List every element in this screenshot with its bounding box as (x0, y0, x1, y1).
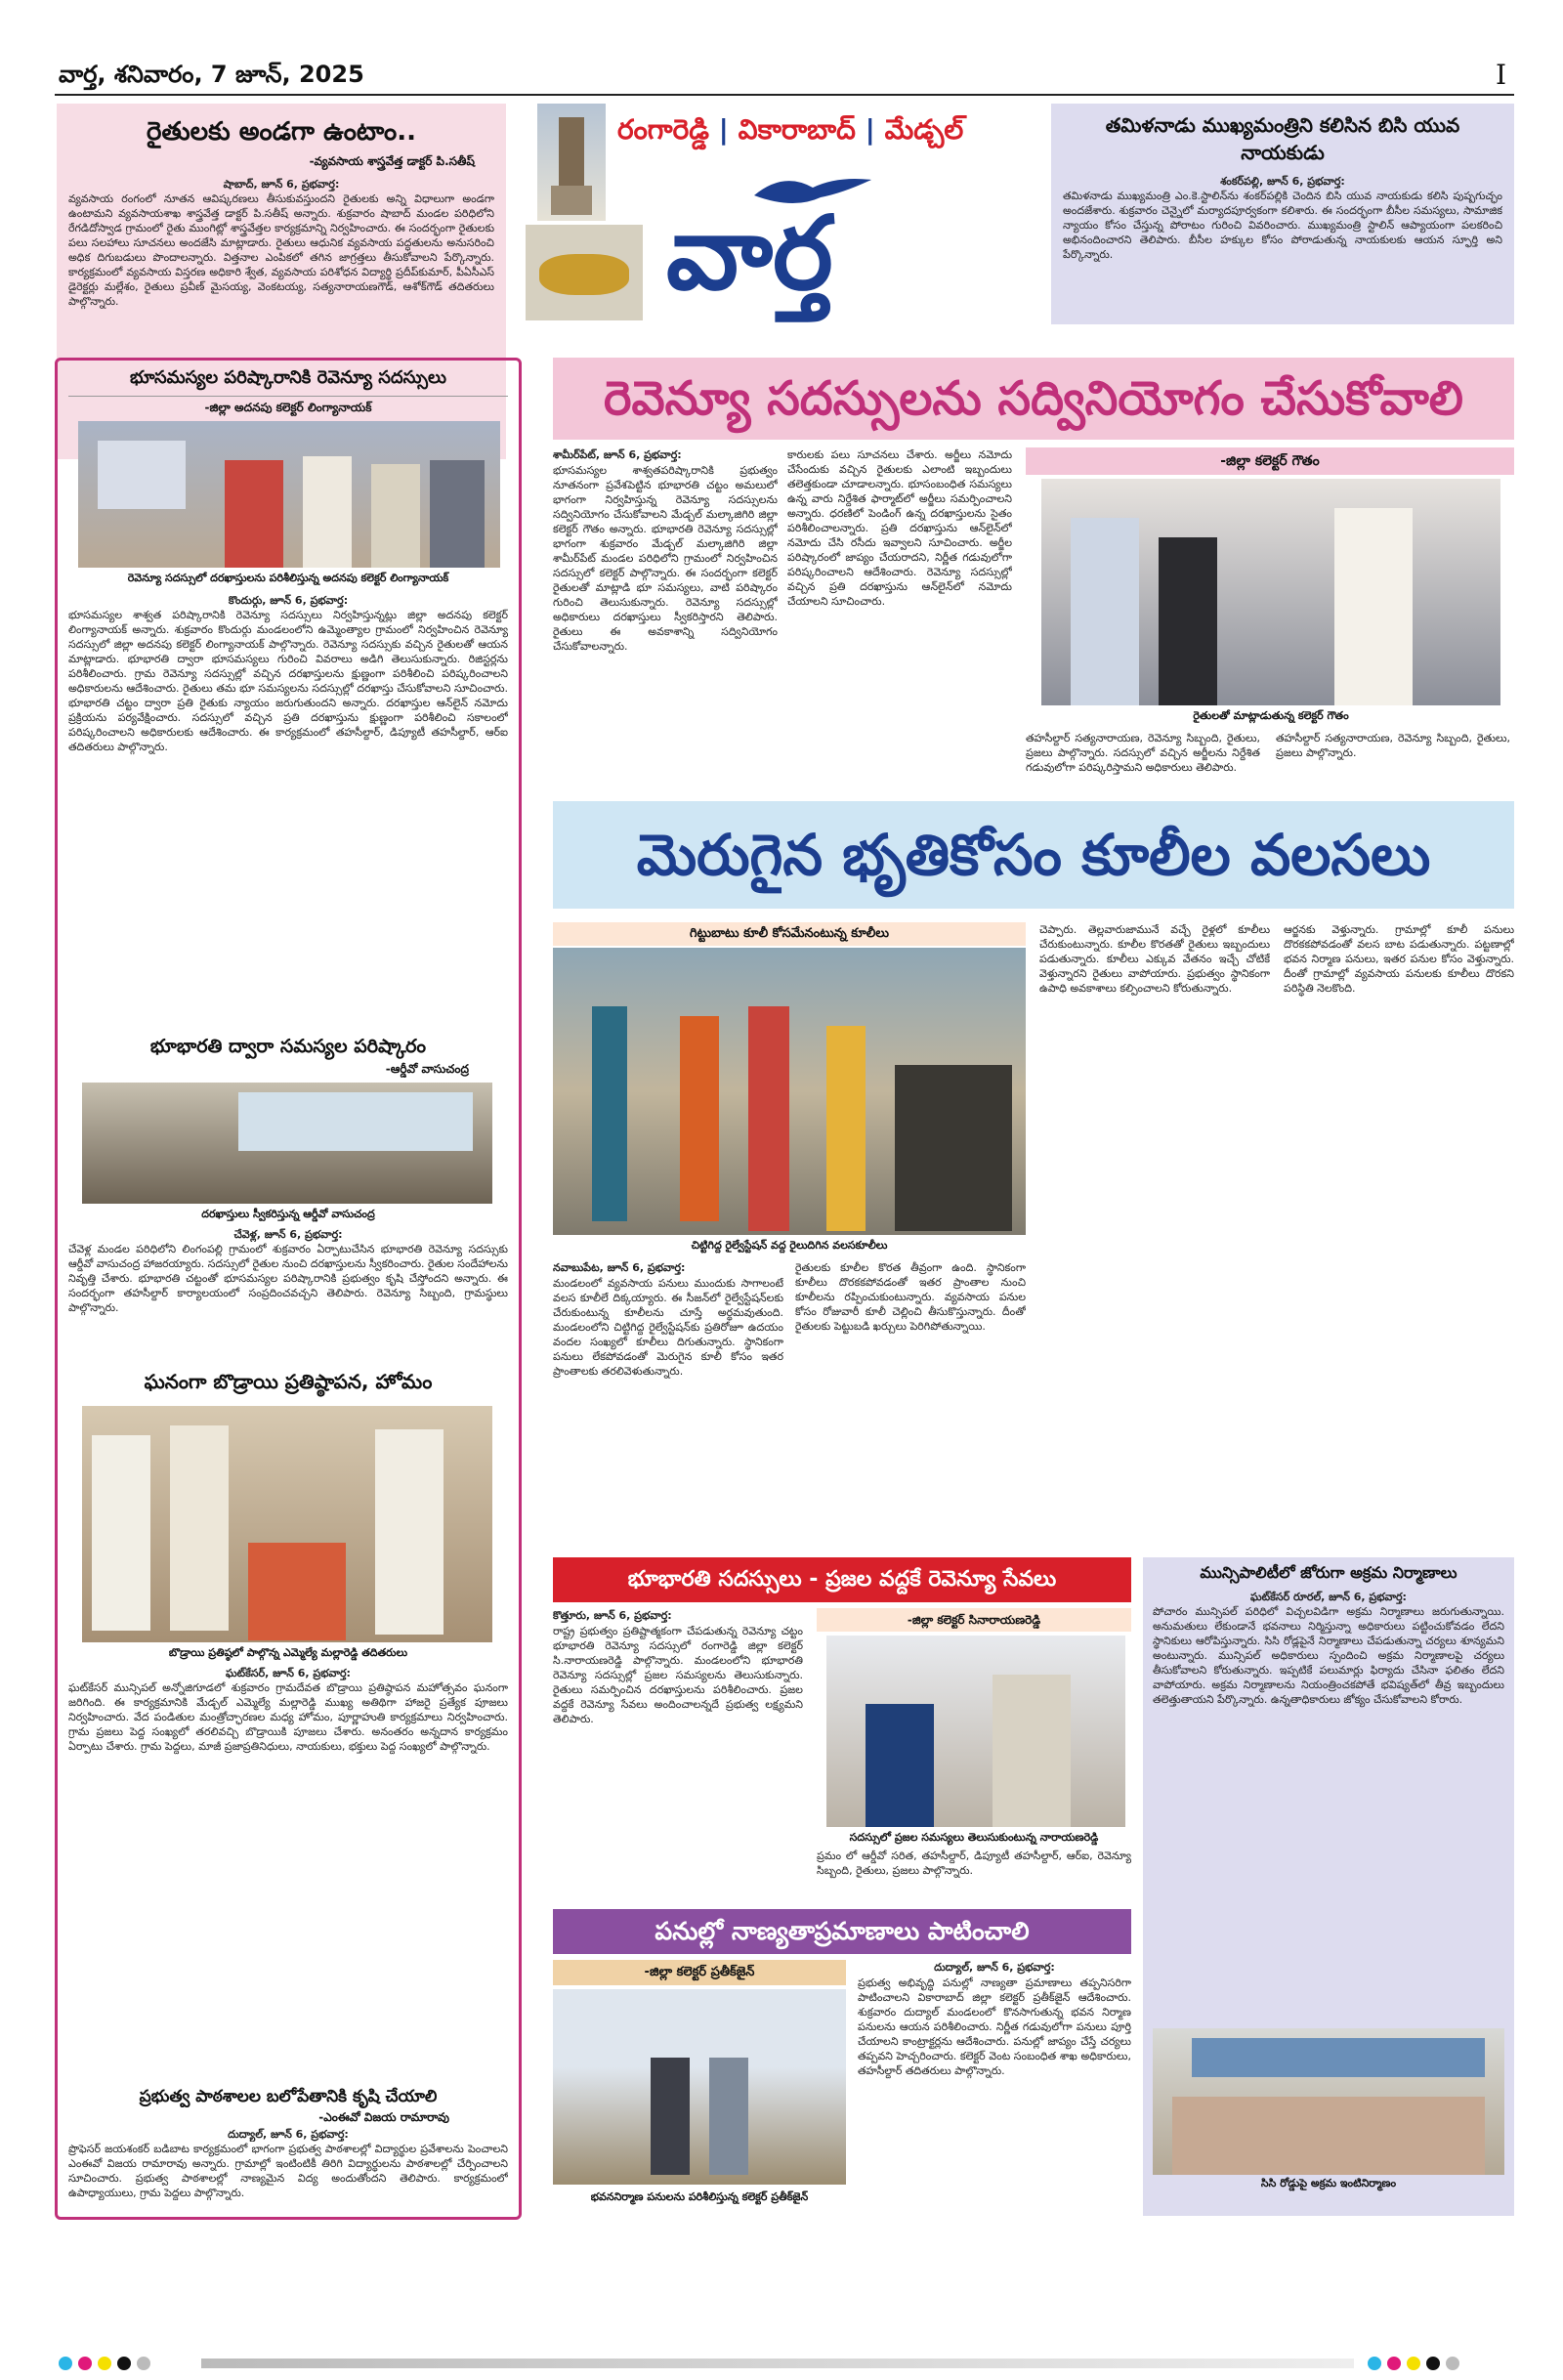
registration-yellow-right (1407, 2357, 1420, 2370)
article-title: తమిళనాడు ముఖ్యమంత్రిని కలిసిన బిసి యువ నాయకుడు (1105, 113, 1460, 164)
photo-label: గిట్టుబాటు కూలీ కోసమేనంటున్న కూలీలు (689, 926, 890, 941)
collector-byline-bar (553, 1960, 846, 1985)
column-1: రాష్ట్ర ప్రభుత్వం ప్రతిష్టాత్మకంగా చేపడుతున్న రెవెన్యూ చట్టం భూభారతి రెవెన్యూ సదస్సులో రంగారెడ్డి జిల్లా కలెక్టర్ సి.నారాయణరెడ్డి పాల్గొన్నారు. మండలంలోని భూభారతి రెవెన్యూ సదస్సుల్లో ప్రజల సమస్యలను తెలుసుకున్నారు. రైతులు సమర్పించిన దరఖాస్తులను పరిశీలించారు. ప్రజల వద్దకే రెవెన్యూ సేవలు అందించాలన్నదే ప్రభుత్వ లక్ష్యమని తెలిపారు. (553, 1625, 803, 1725)
article-body: వ్యవసాయ రంగంలో నూతన ఆవిష్కరణలు తీసుకువస్తుందని రైతులకు అన్ని విధాలుగా అండగా ఉంటామని వ్యవసాయశాఖ శాస్త్రవేత్త డాక్టర్ పి.సతీష్ అన్నారు. శుక్రవారం షాబాద్ మండల పరిధిలోని రేగడిదోస్వాడ గ్రామంలో రైతు ముంగిట్లో శాస్త్రవేత్తల కార్యక్రమాన్ని నిర్వహించారు. ఈ సందర్భంగా రైతులకు పలు సలహాలు సూచనలు అందజేసి మాట్లాడారు. రైతులు ఆధునిక వ్యవసాయ పద్ధతులను అనుసరించి అధిక దిగుబడులు పొందాలన్నారు. విత్తనాల ఎంపికలో తగిన జాగ్రత్తలు తీసుకోవాలని పేర్కొన్నారు. కార్యక్రమంలో వ్యవసాయ విస్తరణ అధికారి శ్వేత, వ్యవసాయ పరిశోధన విద్యార్థి ప్రదీప్‌కుమార్, పీఏసీఎస్ డైరెక్టర్లు మల్లేశం, రైతులు ప్రవీణ్ మైసయ్య, వెంకటయ్య, సత్యనారాయణగౌడ్, ఆశోక్‌గౌడ్ తదితరులు పాల్గొన్నారు. (68, 192, 494, 308)
dateline: శంకర్‌పల్లి, జూన్ 6, ప్రభవార్త: (1220, 175, 1345, 188)
dateline: కొందుర్గు, జూన్ 6, ప్రభవార్త: (228, 594, 349, 607)
district-2: వికారాబాద్ (738, 113, 856, 146)
dateline: దుద్యాల్, జూన్ 6, ప్రభవార్త: (934, 1961, 1055, 1974)
article-body: ప్రొఫెసర్ జయశంకర్ బడిబాట కార్యక్రమంలో భాగంగా ప్రభుత్వ పాఠశాలల్లో విద్యార్థుల ప్రవేశాలను పెంచాలని ఎంఈవో విజయ రామారావు అన్నారు. గ్రామాల్లో ఇంటింటికీ తిరిగి విద్యార్థులను పాఠశాలల్లో చేర్పించాలని సూచించారు. ప్రభుత్వ పాఠశాలల్లో నాణ్యమైన విద్య అందుతోందని తెలిపారు. కార్యక్రమంలో ఉపాధ్యాయులు, గ్రామ పెద్దలు పాల్గొన్నారు. (68, 2143, 508, 2199)
registration-grey-right (1446, 2357, 1459, 2370)
article-title: భూసమస్యల పరిష్కారానికి రెవెన్యూ సదస్సులు (68, 367, 508, 397)
article-bhubharati (68, 1036, 508, 1368)
land-photo (78, 421, 500, 568)
article-body: భూసమస్యల శాశ్వత పరిష్కారానికి రెవెన్యూ సదస్సులు నిర్వహిస్తున్నట్లు జిల్లా అదనపు కలెక్టర్ లింగ్యానాయక్ అన్నారు. శుక్రవారం కొందుర్గు మండలంలోని ఉమ్మెంత్యాల గ్రామంలో నిర్వహించిన రెవెన్యూ సదస్సులో జిల్లా అదనపు కలెక్టర్ లింగ్యానాయక్ పాల్గొన్నారు. రెవెన్యూ సదస్సుకు వచ్చిన రైతులతో ఆయన మాట్లాడారు. భూభారతి ద్వారా భూసమస్యలు గురించి వివరాలు అడిగి తెలుసుకున్నారు. రిజిస్టర్లను పరిశీలించారు. గ్రామ రెవెన్యూ సదస్సుల్లో వచ్చిన దరఖాస్తులను క్షుణ్ణంగా పరిశీలించి పరిష్కరించాలని అధికారులను ఆదేశించారు. రైతులు తమ భూ సమస్యలను సదస్సుల్లో దరఖాస్తు చేసుకోవాలని సూచించారు. భూభారతి చట్టం ద్వారా ప్రతి రైతుకు న్యాయం జరుగుతుందని అన్నారు. దరఖాస్తుల ఆన్‌లైన్ నమోదు ప్రక్రియను పర్యవేక్షించారు. సదస్సులో వచ్చిన ప్రతి దరఖాస్తును క్షుణ్ణంగా పరిశీలించి సకాలంలో పరిష్కరించాలని అధికారులకు ఆదేశించారు. ఈ కార్యక్రమంలో తహసీల్దార్, డిప్యూటీ తహసీల్దార్, ఆర్ఐ తదితరులు పాల్గొన్నారు. (68, 609, 508, 753)
column-3: చెప్పారు. తెల్లవారుజామునే వచ్చే రైళ్లలో కూలీలు చేరుకుంటున్నారు. కూలీల కొరతతో రైతులు ఇబ్బందులు పడుతున్నారు. కూలీలు ఎక్కువ వేతనం ఇచ్చే చోటికే వెళ్తున్నారని రైతులు వాపోయారు. ప్రభుత్వం స్థానికంగా ఉపాధి అవకాశాలు కల్పించాలని కోరుతున్నారు. (1039, 923, 1270, 995)
registration-cyan-right (1368, 2357, 1381, 2370)
illegal-photo (1153, 2028, 1504, 2175)
article-title: మెరుగైన భృతికోసం కూలీల వలసలు (636, 822, 1431, 888)
photo-caption: రెవెన్యూ సదస్సులో దరఖాస్తులను పరిశీలిస్తున్న అదనపు కలెక్టర్ లింగ్యానాయక్ (127, 572, 449, 584)
article-byline: -జిల్లా కలెక్టర్ గౌతం (1220, 453, 1320, 469)
dateline: ఘట్‌కేసర్ రూరల్, జూన్ 6, ప్రభవార్త: (1250, 1591, 1407, 1603)
dateline: కొత్తూరు, జూన్ 6, ప్రభవార్త: (553, 1609, 672, 1622)
quality-photo (553, 1989, 846, 2185)
article-byline: -జిల్లా కలెక్టర్ సినారాయణరెడ్డి (907, 1613, 1041, 1627)
article-land (68, 367, 508, 1032)
masthead-date: వార్త, శనివారం, 7 జూన్, 2025 (59, 61, 364, 88)
dateline: దుద్యాల్, జూన్ 6, ప్రభవార్త: (228, 2128, 349, 2141)
photo-caption: బొడ్రాయి ప్రతిష్ఠలో పాల్గొన్న ఎమ్మెల్యే మల్లారెడ్డి తదితరులు (168, 1646, 408, 1659)
sadassulu-headline-bar (553, 1557, 1131, 1602)
bhubharati-photo (82, 1083, 492, 1204)
vaartha-logo (666, 166, 1028, 313)
revenue-headline-bar (553, 358, 1514, 440)
column-3b: తహసీల్దార్ సత్యనారాయణ, రెవెన్యూ సిబ్బంది, రైతులు, ప్రజలు పాల్గొన్నారు. (1276, 732, 1510, 759)
dateline: నవాబుపేట, జూన్ 6, ప్రభవార్త: (553, 1261, 686, 1274)
registration-yellow-left (98, 2357, 111, 2370)
column-1: మండలంలో వ్యవసాయ పనులు ముందుకు సాగాలంటే వలస కూలీలే దిక్కయ్యారు. ఈ సీజన్‌లో రైల్వేస్టేషన్‌లకు చేరుకుంటున్న కూలీలను చూస్తే అర్థమవుతుంది. మండలంలోని చిట్టిగిద్ద రైల్వేస్టేషన్‌కు ప్రతిరోజూ ఉదయం వందల సంఖ్యలో కూలీలు దిగుతున్నారు. స్థానికంగా పనులు లేకపోవడంతో మెరుగైన కూలీ కోసం ఇతర ప్రాంతాలకు తరలివెళుతున్నారు. (553, 1277, 783, 1378)
dateline: ఘట్‌కేసర్, జూన్ 6, ప్రభవార్త: (226, 1667, 351, 1679)
article-body: ఘట్‌కేసర్ మున్సిపల్ అన్నోజిగూడలో శుక్రవారం గ్రామదేవత బొడ్రాయి ప్రతిష్ఠాపన మహోత్సవం ఘనంగా జరిగింది. ఈ కార్యక్రమానికి మేడ్చల్ ఎమ్మెల్యే మల్లారెడ్డి ముఖ్య అతిథిగా హాజరై ప్రత్యేక పూజలు నిర్వహించారు. వేద పండితుల మంత్రోచ్ఛారణల మధ్య హోమం, పూర్ణాహుతి కార్యక్రమాలు నిర్వహించారు. గ్రామ ప్రజలు పెద్ద సంఖ్యలో తరలివచ్చి బొడ్రాయికి పూజలు చేశారు. అనంతరం అన్నదాన కార్యక్రమం ఏర్పాటు చేశారు. గ్రామ పెద్దలు, మాజీ ప్రజాప్రతినిధులు, నాయకులు, భక్తులు పెద్ద సంఖ్యలో పాల్గొన్నారు. (68, 1681, 508, 1753)
article-title: ఘనంగా బొడ్రాయి ప్రతిష్ఠాపన, హోమం (144, 1370, 433, 1393)
registration-cyan-left (59, 2357, 72, 2370)
article-tamilnadu (1051, 104, 1514, 324)
registration-black-right (1426, 2357, 1440, 2370)
dateline: షాబాద్, జూన్ 6, ప్రభవార్త: (223, 178, 340, 191)
article-byline: -జిల్లా కలెక్టర్ ప్రతీక్‌జైన్ (644, 1965, 755, 1979)
article-title: ప్రభుత్వ పాఠశాలల బలోపేతానికి కృషి చేయాలి (139, 2087, 438, 2106)
article-school (68, 2087, 508, 2210)
article-quality (553, 1960, 1131, 2216)
migration-photo (553, 948, 1026, 1235)
footer-rule (201, 2359, 1354, 2368)
article-title: భూభారతి సదస్సులు - ప్రజల వద్దకే రెవెన్యూ సేవలు (627, 1567, 1057, 1592)
article-bodrai (68, 1370, 508, 2083)
photo-caption: దరఖాస్తులు స్వీకరిస్తున్న ఆర్డీవో వాసుచంద్ర (201, 1208, 375, 1220)
article-body: తమిళనాడు ముఖ్యమంత్రి ఎం.కె.స్టాలిన్‌ను శంకర్‌పల్లికి చెందిన బిసి యువ నాయకుడు కలిసి పుష్పగుచ్ఛం అందజేశారు. శుక్రవారం చెన్నైలో మర్యాదపూర్వకంగా కలిశారు. ఈ సందర్భంగా బీసీల సమస్యలు, సామాజిక న్యాయం కోసం చేస్తున్న పోరాటం గురించి వివరించారు. ముఖ్యమంత్రి స్టాలిన్ ఆప్యాయంగా పలకరించి అభినందించారని తెలిపారు. బీసీల హక్కుల కోసం పోరాడుతున్న నాయకులకు ఆయన స్ఫూర్తి అని పేర్కొన్నారు. (1063, 190, 1502, 261)
photo-caption: సదస్సులో ప్రజల సమస్యలు తెలుసుకుంటున్న నారాయణరెడ్డి (849, 1831, 1099, 1844)
registration-magenta-right (1387, 2357, 1401, 2370)
page-header (55, 57, 1514, 96)
dateline: శామీర్‌పేట్, జూన్ 6, ప్రభవార్త: (553, 448, 682, 461)
article-body: చేవెళ్ల మండల పరిధిలోని లింగంపల్లి గ్రామంలో శుక్రవారం ఏర్పాటుచేసిన భూభారతి రెవెన్యూ సదస్సుకు ఆర్డీవో వాసుచంద్ర హాజరయ్యారు. సదస్సులో రైతుల నుంచి దరఖాస్తులను స్వీకరించారు. రైతుల సందేహాలను నివృత్తి చేశారు. భూభారతి చట్టంతో భూసమస్యల పరిష్కారానికి ప్రభుత్వం కృషి చేస్తోందని అన్నారు. ఈ సందర్భంగా తహసీల్దార్ కార్యాలయంలో సంప్రదించవచ్చని తెలిపారు. రెవెన్యూ సిబ్బంది, గ్రామస్థులు పాల్గొన్నారు. (68, 1243, 508, 1314)
article-byline: -జిల్లా అదనపు కలెక్టర్ లింగ్యానాయక్ (204, 401, 372, 414)
article-byline: -ఎంఈవో విజయ రామారావు (318, 2110, 449, 2124)
column-2: కారులకు పలు సూచనలు చేశారు. అర్జీలు నమోదు చేసేందుకు వచ్చిన రైతులకు ఎలాంటి ఇబ్బందులు తలెత్తకుండా చూడాలన్నారు. భూసంబంధిత సమస్యలు ఉన్న వారు నిర్దేశిత ఫార్మాట్‌లో అర్జీలు సమర్పించాలని అన్నారు. ధరణిలో పెండింగ్ ఉన్న దరఖాస్తులను సైతం పరిశీలించాలన్నారు. ప్రతి దరఖాస్తును ఆన్‌లైన్‌లో నమోదు చేసి రసీదు ఇవ్వాలని సూచించారు. అర్జీల పరిష్కారంలో జాప్యం చేయరాదని, నిర్ణీత గడువులోగా పరిష్కరించాలని ఆదేశించారు. రెవెన్యూ సదస్సుల్లో వచ్చిన ప్రతి దరఖాస్తును ఆన్‌లైన్‌లో నమోదు చేయాలని సూచించారు. (787, 448, 1012, 608)
photo-caption: భవననిర్మాణ పనులను పరిశీలిస్తున్న కలెక్టర్ ప్రతీక్‌జైన్ (590, 2190, 809, 2203)
collector-byline-bar (817, 1608, 1131, 1632)
temple-photo (537, 104, 606, 221)
article-migration (553, 922, 1514, 1548)
column-3a: తహసీల్దార్ సత్యనారాయణ, రెవెన్యూ సిబ్బంది, రైతులు, ప్రజలు పాల్గొన్నారు. సదస్సులో వచ్చిన అర్జీలను నిర్దేశిత గడువులోగా పరిష్కరిస్తామని అధికారులు తెలిపారు. (1026, 732, 1260, 774)
column-2: రైతులకు కూలీల కొరత తీవ్రంగా ఉంది. స్థానికంగా కూలీలు దొరకకపోవడంతో ఇతర ప్రాంతాల నుంచి కూలీలను రప్పించుకుంటున్నారు. వ్యవసాయ పనుల కోసం రోజువారీ కూలీ చెల్లించి తీసుకొస్తున్నారు. దీంతో రైతులకు పెట్టుబడి ఖర్చులు పెరిగిపోతున్నాయి. (795, 1261, 1026, 1333)
quality-headline-bar (553, 1909, 1131, 1954)
district-1: రంగారెడ్డి (617, 113, 709, 146)
logo-text: వార్త (666, 193, 833, 313)
dateline: చేవెళ్ల, జూన్ 6, ప్రభవార్త: (233, 1228, 343, 1241)
article-revenue-main (553, 447, 1514, 780)
article-body: ప్రభుత్వ అభివృద్ధి పనుల్లో నాణ్యతా ప్రమాణాలు తప్పనిసరిగా పాటించాలని వికారాబాద్ జిల్లా కలెక్టర్ ప్రతీక్‌జైన్ ఆదేశించారు. శుక్రవారం దుద్యాల్ మండలంలో కొనసాగుతున్న భవన నిర్మాణ పనులను ఆయన పరిశీలించారు. నిర్ణీత గడువులోగా పనులు పూర్తి చేయాలని కాంట్రాక్టర్లను ఆదేశించారు. పనుల్లో జాప్యం చేస్తే చర్యలు తప్పవని హెచ్చరించారు. కలెక్టర్ వెంట సంబంధిత శాఖ అధికారులు, తహసీల్దార్ తదితరులు పాల్గొన్నారు. (858, 1976, 1131, 2077)
registration-grey-left (137, 2357, 150, 2370)
bodrai-photo (82, 1406, 492, 1642)
registration-magenta-left (78, 2357, 92, 2370)
sadassulu-photo (826, 1636, 1125, 1827)
article-title: రైతులకు అండగా ఉంటాం.. (147, 117, 416, 147)
photo-caption: సిసి రోడ్డుపై అక్రమ ఇంటినిర్మాణం (1260, 2177, 1397, 2189)
district-3: మేడ్చల్ (884, 113, 964, 146)
article-title: పనుల్లో నాణ్యతాప్రమాణాలు పాటించాలి (655, 1917, 1030, 1945)
article-byline: -ఆర్డీవో వాసుచంద్ర (385, 1062, 469, 1076)
brand-block (520, 104, 1039, 326)
registration-black-left (117, 2357, 131, 2370)
migration-headline-bar (553, 801, 1514, 909)
page-number: I (1495, 59, 1506, 91)
collector-byline-bar (1026, 447, 1514, 475)
column-2: ప్రమం లో ఆర్డీవో సరిత, తహసీల్దార్, డిప్యూటీ తహసీల్దార్, ఆర్ఐ, రెవెన్యూ సిబ్బంది, రైతులు, ప్రజలు పాల్గొన్నారు. (817, 1849, 1131, 1877)
article-sadassulu (553, 1608, 1131, 1901)
article-title: భూభారతి ద్వారా సమస్యల పరిష్కారం (149, 1036, 427, 1057)
article-body: పోచారం మున్సిపల్ పరిధిలో విచ్చలవిడిగా అక్రమ నిర్మాణాలు జరుగుతున్నాయి. అనుమతులు లేకుండానే భవనాలు నిర్మిస్తున్నా అధికారులు పట్టించుకోవడం లేదని స్థానికులు ఆరోపిస్తున్నారు. సిసి రోడ్లపైనే నిర్మాణాలు చేపడుతున్నా చర్యలు శూన్యమని అంటున్నారు. మున్సిపల్ అధికారులు స్పందించి అక్రమ నిర్మాణాలపై చర్యలు తీసుకోవాలని కోరుతున్నారు. ఇప్పటికే పలుమార్లు ఫిర్యాదు చేసినా ఫలితం లేదని వాపోయారు. అక్రమ నిర్మాణాలను నియంత్రించకపోతే భవిష్యత్‌లో తీవ్ర ఇబ్బందులు తలెత్తుతాయని పేర్కొన్నారు. ఉన్నతాధికారులు జోక్యం చేసుకోవాలని కోరారు. (1153, 1605, 1504, 1706)
collector-photo (1041, 479, 1500, 705)
column-1: భూసమస్యల శాశ్వతపరిష్కారానికి ప్రభుత్వం నూతనంగా ప్రవేశపెట్టిన భూభారతి చట్టం అమలులో భాగంగా నిర్వహిస్తున్న రెవెన్యూ సదస్సులను సద్వినియోగం చేసుకోవాలని మేడ్చల్ మల్కాజిగిరి జిల్లా కలెక్టర్ గౌతం అన్నారు. భూభారతి రెవెన్యూ సదస్సుల్లో భాగంగా శుక్రవారం మేడ్చల్ మల్కాజిగిరి జిల్లా శామీర్‌పేట్ మండల పరిధిలోని గ్రామంలో నిర్వహించిన సదస్సులో కలెక్టర్ పాల్గొన్నారు. ఈ సందర్భంగా కలెక్టర్ రైతులతో మాట్లాడి భూ సమస్యలు, వాటి పరిష్కారం గురించి తెలుసుకున్నారు. రెవెన్యూ సదస్సుల్లో అధికారులు దరఖాస్తులు స్వీకరిస్తారని తెలిపారు. రైతులు ఈ అవకాశాన్ని సద్వినియోగం చేసుకోవాలన్నారు. (553, 464, 778, 653)
migration-photo-label (553, 922, 1026, 946)
article-byline: -వ్యవసాయ శాస్త్రవేత్త డాక్టర్ పి.సతీష్ (309, 154, 475, 168)
article-illegal (1143, 1557, 1514, 2216)
column-4: ఆర్జనకు వెళ్తున్నారు. గ్రామాల్లో కూలీ పనులు దొరకకపోవడంతో వలస బాట పడుతున్నారు. పట్టణాల్లో భవన నిర్మాణ పనులు, ఇతర పనుల కోసం వెళ్తున్నారు. దీంతో గ్రామాల్లో వ్యవసాయ పనులకు కూలీలు దొరకని పరిస్థితి నెలకొంది. (1284, 923, 1514, 995)
article-title: రెవెన్యూ సదస్సులను సద్వినియోగం చేసుకోవాలి (604, 371, 1463, 426)
district-banner: రంగారెడ్డి | వికారాబాద్ | మేడ్చల్ (617, 113, 964, 146)
photo-caption: చిట్టిగిద్ద రైల్వేస్టేషన్ వద్ద రైలుదిగిన వలసకూలీలు (691, 1239, 888, 1252)
article-title: మున్సిపాలిటీలో జోరుగా అక్రమ నిర్మాణాలు (1200, 1563, 1457, 1582)
photo-caption: రైతులతో మాట్లాడుతున్న కలెక్టర్ గౌతం (1193, 709, 1349, 722)
deity-photo (526, 225, 643, 320)
